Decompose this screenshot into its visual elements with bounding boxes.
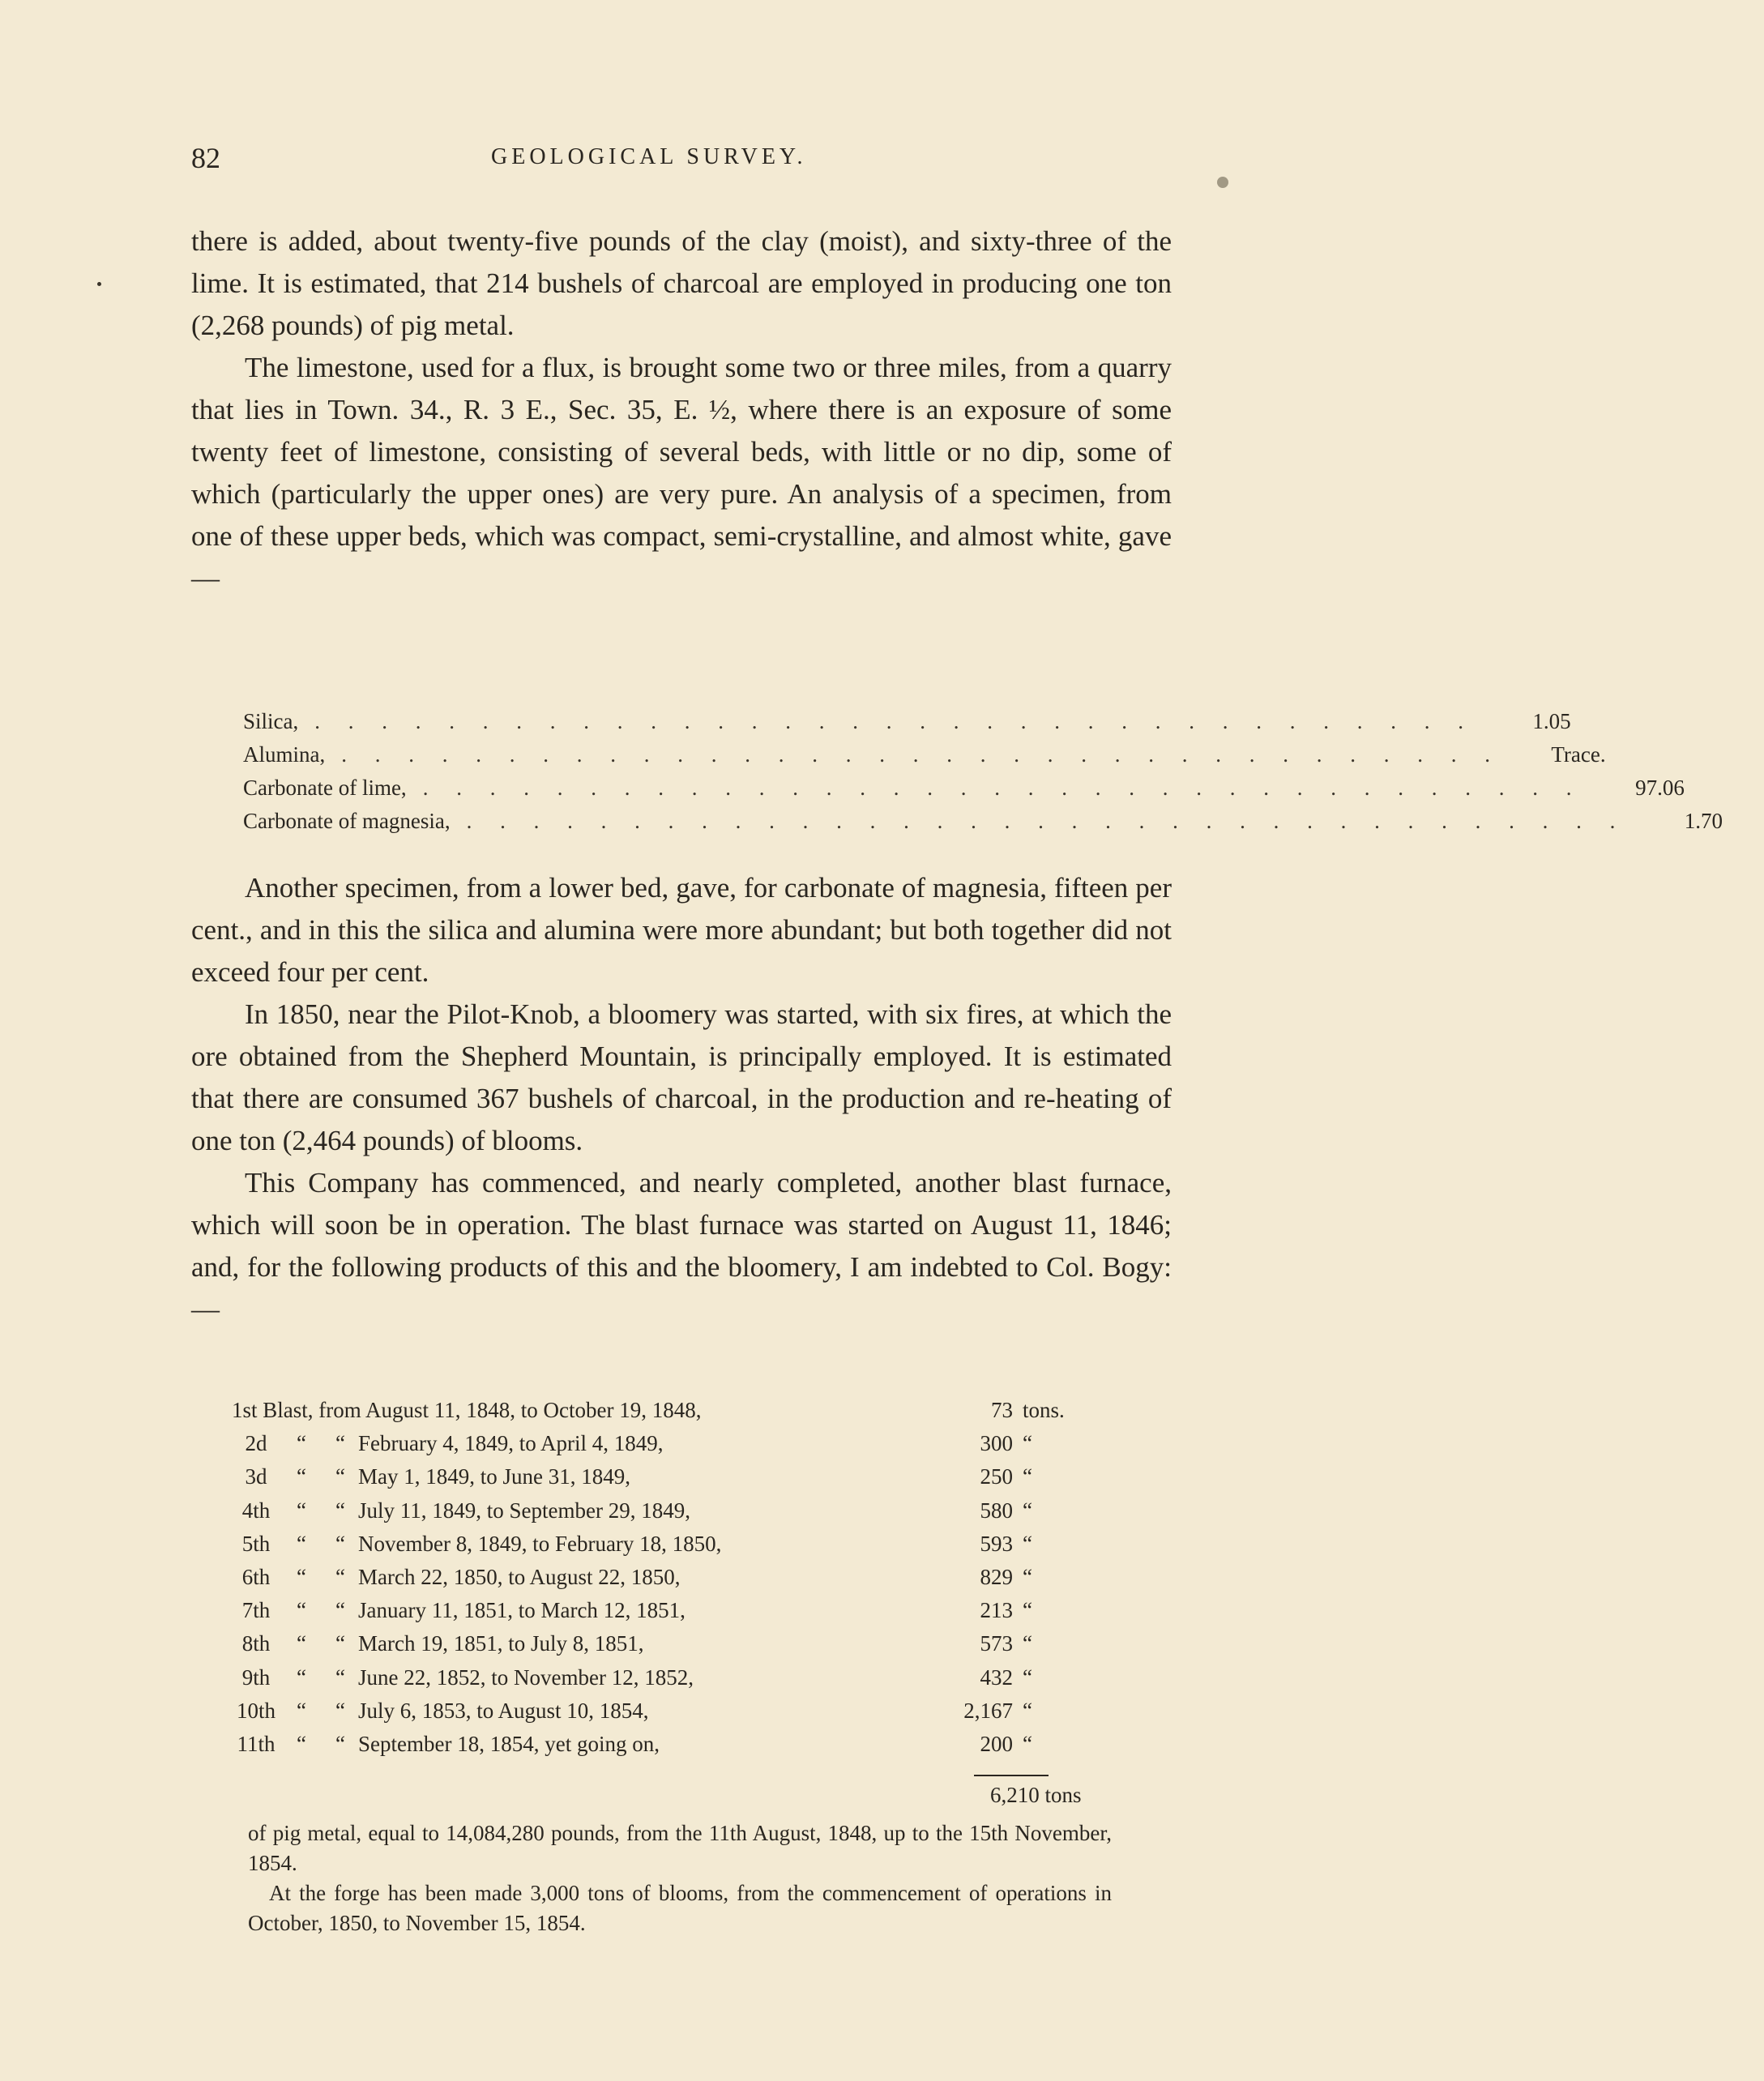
analysis-row [243, 771, 1685, 805]
blast-period: June 22, 1852, to November 12, 1852, [358, 1664, 694, 1690]
blast-amount: 73 [991, 1398, 1013, 1422]
blast-table [232, 1394, 1139, 1761]
body-text-top [191, 220, 1172, 600]
blast-ordinal: 3d [245, 1464, 267, 1489]
ditto-mark: “ [335, 1531, 345, 1556]
blast-amount: 580 [980, 1498, 1013, 1523]
ditto-mark: “ [297, 1698, 306, 1723]
blast-unit: “ [1023, 1564, 1032, 1589]
blast-ordinal: 10th [236, 1698, 275, 1723]
blast-amount: 300 [980, 1431, 1013, 1456]
ditto-mark: “ [335, 1631, 345, 1656]
ditto-mark: “ [335, 1731, 345, 1756]
ditto-mark: “ [297, 1431, 306, 1456]
analysis-value: 1.70 [1684, 809, 1723, 833]
blast-row [232, 1528, 1139, 1561]
ditto-mark: “ [335, 1564, 345, 1589]
analysis-value: 1.05 [1532, 709, 1571, 733]
paragraph: At the forge has been made 3,000 tons of blooms, from the commencement of operations in October, 1850, to November 15, 1854. [248, 1881, 1112, 1935]
ditto-mark: “ [297, 1664, 306, 1690]
leader-dots: . . . . . . . . . . . . . . . . . . . . . . . . . . . . . . . . . . . [466, 809, 1627, 833]
blast-amount: 250 [980, 1464, 1013, 1489]
blast-row [232, 1561, 1139, 1594]
blast-row [232, 1627, 1139, 1660]
blast-period: July 11, 1849, to September 29, 1849, [358, 1498, 690, 1523]
blast-unit: “ [1023, 1431, 1032, 1456]
body-text-bottom [248, 1818, 1112, 1938]
paragraph: of pig metal, equal to 14,084,280 pounds, from the 11th August, 1848, up to the 15th November, 1854. [248, 1821, 1112, 1875]
blast-total: 6,210 tons [990, 1783, 1082, 1807]
blast-ordinal: 2d [245, 1431, 267, 1456]
blast-amount: 200 [980, 1731, 1013, 1756]
analysis-label: Carbonate of lime, [243, 776, 407, 800]
ditto-mark: “ [335, 1498, 345, 1523]
blast-period: September 18, 1854, yet going on, [358, 1731, 660, 1756]
blast-row [232, 1494, 1139, 1528]
blast-ordinal: 7th [241, 1598, 271, 1623]
blast-ordinal: 4th [241, 1498, 271, 1523]
leader-dots: . . . . . . . . . . . . . . . . . . . . . . . . . . . . . . . . . . . [341, 742, 1501, 767]
blast-amount: 432 [980, 1664, 1013, 1690]
blast-unit: “ [1023, 1598, 1032, 1623]
blast-amount: 573 [980, 1631, 1013, 1656]
blast-unit: “ [1023, 1698, 1032, 1723]
blast-unit: “ [1023, 1498, 1032, 1523]
blast-ordinal: 5th [241, 1531, 271, 1556]
analysis-value: 97.06 [1635, 776, 1685, 800]
blast-period: November 8, 1849, to February 18, 1850, [358, 1531, 722, 1556]
analysis-label: Carbonate of magnesia, [243, 809, 451, 833]
ditto-mark: “ [297, 1631, 306, 1656]
blast-ordinal: 9th [241, 1664, 271, 1690]
analysis-table [243, 705, 1723, 838]
blast-period: 1st Blast, from August 11, 1848, to October 19, 1848, [232, 1398, 702, 1422]
blast-unit: “ [1023, 1464, 1032, 1489]
analysis-label: Alumina, [243, 742, 326, 767]
body-text-middle [191, 867, 1172, 1331]
paragraph: This Company has commenced, and nearly completed, another blast furnace, which will soon be in operation. The blast furnace was started on August 11, 1846; and, for the following products of this and the bloomery, I am indebted to Col. Bogy: — [191, 1167, 1172, 1325]
sum-rule [974, 1775, 1049, 1776]
blast-row [232, 1460, 1139, 1493]
ink-spot [1217, 177, 1228, 188]
ditto-mark: “ [335, 1431, 345, 1456]
ditto-mark: “ [335, 1464, 345, 1489]
ditto-mark: “ [297, 1598, 306, 1623]
blast-unit: “ [1023, 1731, 1032, 1756]
analysis-row [243, 738, 1606, 771]
ditto-mark: “ [297, 1564, 306, 1589]
analysis-label: Silica, [243, 709, 299, 733]
blast-ordinal: 6th [241, 1564, 271, 1589]
ink-dot [97, 282, 101, 286]
blast-row [232, 1594, 1139, 1627]
blast-row [232, 1427, 1139, 1460]
blast-period: July 6, 1853, to August 10, 1854, [358, 1698, 649, 1723]
blast-unit: “ [1023, 1664, 1032, 1690]
page-number: 82 [191, 142, 220, 174]
leader-dots: . . . . . . . . . . . . . . . . . . . . . . . . . . . . . . . . . . . [314, 709, 1475, 733]
blast-ordinal: 11th [237, 1731, 275, 1756]
analysis-row [243, 705, 1571, 738]
blast-row [232, 1394, 1139, 1427]
blast-row [232, 1728, 1139, 1761]
blast-amount: 2,167 [963, 1698, 1013, 1723]
paragraph: In 1850, near the Pilot-Knob, a bloomery was started, with six fires, at which the ore obtained from the Shepherd Mountain, is principally employed. It is estimated that there are consumed 367 bushels of charcoal, in the production and re-heating of one ton (2,464 pounds) of blooms. [191, 998, 1172, 1156]
analysis-value: Trace. [1551, 742, 1606, 767]
running-title: GEOLOGICAL SURVEY. [491, 144, 807, 169]
ditto-mark: “ [297, 1531, 306, 1556]
blast-unit: “ [1023, 1631, 1032, 1656]
blast-row [232, 1694, 1139, 1728]
ditto-mark: “ [335, 1698, 345, 1723]
ditto-mark: “ [297, 1498, 306, 1523]
blast-amount: 213 [980, 1598, 1013, 1623]
blast-unit: “ [1023, 1531, 1032, 1556]
blast-period: March 22, 1850, to August 22, 1850, [358, 1564, 681, 1589]
blast-amount: 593 [980, 1531, 1013, 1556]
blast-unit: tons. [1023, 1398, 1065, 1422]
ditto-mark: “ [335, 1664, 345, 1690]
paragraph: The limestone, used for a flux, is brought some two or three miles, from a quarry that lies in Town. 34., R. 3 E., Sec. 35, E. ½, where there is an exposure of some twenty feet of limestone, consisting of several beds, with little or no dip, some of which (particularly the upper ones) are very pure. An analysis of a specimen, from one of these upper beds, which was compact, semi-crystalline, and almost white, gave — [191, 352, 1172, 594]
blast-period: February 4, 1849, to April 4, 1849, [358, 1431, 664, 1456]
blast-period: March 19, 1851, to July 8, 1851, [358, 1631, 644, 1656]
blast-amount: 829 [980, 1564, 1013, 1589]
leader-dots: . . . . . . . . . . . . . . . . . . . . . . . . . . . . . . . . . . . [422, 776, 1583, 800]
ditto-mark: “ [335, 1598, 345, 1623]
paragraph: there is added, about twenty-five pounds of the clay (moist), and sixty-three of the lime. It is estimated, that 214 bushels of charcoal are employed in producing one ton (2,268 pounds) of pig metal. [191, 225, 1172, 341]
blast-row [232, 1661, 1139, 1694]
page-header [191, 141, 1002, 182]
blast-ordinal: 8th [241, 1631, 271, 1656]
blast-period: May 1, 1849, to June 31, 1849, [358, 1464, 630, 1489]
paragraph: Another specimen, from a lower bed, gave, for carbonate of magnesia, fifteen per cent., and in this the silica and alumina were more abundant; but both together did not exceed four per cent. [191, 872, 1172, 988]
blast-period: January 11, 1851, to March 12, 1851, [358, 1598, 686, 1623]
ditto-mark: “ [297, 1464, 306, 1489]
ditto-mark: “ [297, 1731, 306, 1756]
analysis-row [243, 805, 1723, 838]
